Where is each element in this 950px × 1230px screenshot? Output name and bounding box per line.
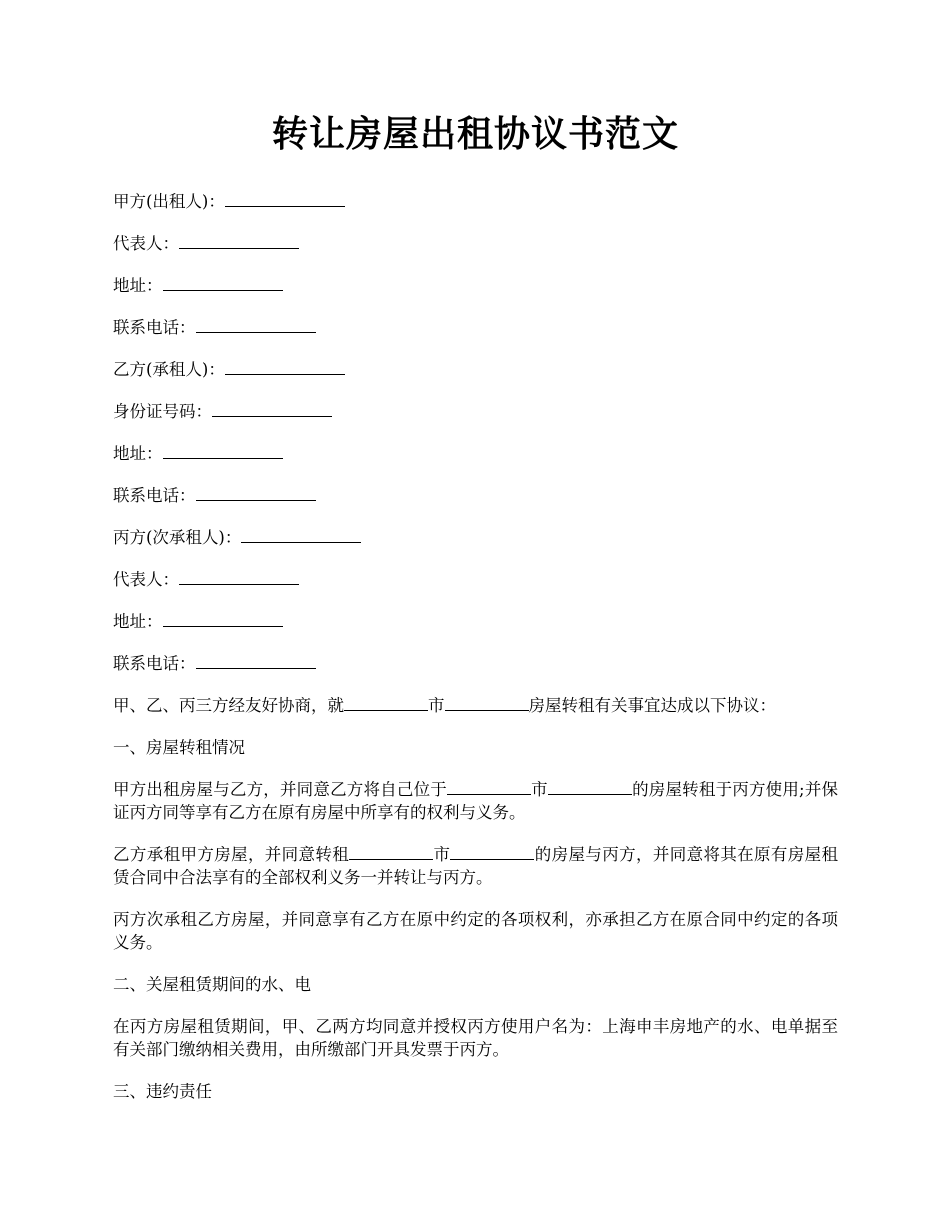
fill-blank <box>163 442 283 459</box>
party-field-sublessee-address <box>113 610 838 633</box>
section-3-heading: 三、违约责任 <box>113 1082 212 1101</box>
field-label: 甲方(出租人)： <box>113 192 225 211</box>
fill-blank <box>196 484 316 501</box>
fill-blank <box>179 232 299 249</box>
fill-blank <box>163 274 283 291</box>
section-1-p1-text-b: 市 <box>530 780 548 799</box>
party-field-lessee-address <box>113 442 838 465</box>
section-1-p1-text-a: 甲方出租房屋与乙方，并同意乙方将自己位于 <box>113 780 447 799</box>
intro-text-b: 市 <box>428 696 445 715</box>
field-label: 联系电话： <box>113 318 196 337</box>
field-label: 地址： <box>113 612 163 631</box>
fill-blank <box>163 610 283 627</box>
intro-paragraph <box>113 694 838 717</box>
field-label: 乙方(承租人)： <box>113 360 225 379</box>
section-1-paragraph-3: 丙方次承租乙方房屋，并同意享有乙方在原中约定的各项权利，亦承担乙方在原合同中约定的各项义务。 <box>113 910 838 952</box>
party-field-sublessee <box>113 526 838 549</box>
fill-blank <box>212 400 332 417</box>
section-1-paragraph-2 <box>113 843 838 889</box>
field-label: 代表人： <box>113 570 179 589</box>
field-label: 代表人： <box>113 234 179 253</box>
party-field-lessee-id <box>113 400 838 423</box>
section-1-p2-text-a: 乙方承租甲方房屋，并同意转租 <box>113 845 350 864</box>
intro-text-a: 甲、乙、丙三方经友好协商，就 <box>113 696 344 715</box>
field-label: 联系电话： <box>113 654 196 673</box>
party-field-lessee <box>113 358 838 381</box>
fill-blank <box>179 568 299 585</box>
fill-blank <box>225 190 345 207</box>
section-1-heading: 一、房屋转租情况 <box>113 738 245 757</box>
fill-blank <box>548 778 632 795</box>
section-2-heading: 二、关屋租赁期间的水、电 <box>113 975 311 994</box>
section-1-p2-text-b: 市 <box>433 845 451 864</box>
section-2-paragraph-1: 在丙方房屋租赁期间，甲、乙两方均同意并授权丙方使用户名为：上海申丰房地产的水、电单据至有关部门缴纳相关费用，由所缴部门开具发票于丙方。 <box>113 1017 838 1059</box>
intro-text-c: 房屋转租有关事宜达成以下协议： <box>528 696 776 715</box>
section-1-p2-text-c: 的房屋与丙方，并同意将其在原有房屋租赁合同中合法享有的全部权利义务一并转让与丙方。 <box>113 845 839 887</box>
fill-blank <box>196 316 316 333</box>
field-label: 丙方(次承租人)： <box>113 528 242 547</box>
field-label: 地址： <box>113 276 163 295</box>
party-field-sublessee-phone <box>113 652 838 675</box>
document-title: 转让房屋出租协议书范文 <box>271 114 679 155</box>
fill-blank <box>196 652 316 669</box>
party-field-lessor <box>113 190 838 213</box>
fill-blank <box>241 526 361 543</box>
fill-blank <box>447 778 531 795</box>
fill-blank <box>450 843 534 860</box>
fill-blank <box>344 694 428 711</box>
field-label: 地址： <box>113 444 163 463</box>
party-fields <box>113 190 838 675</box>
section-1-p1-text-c: 的房屋转租于丙方使用;并保证丙方同等享有乙方在原有房屋中所享有的权利与义务。 <box>113 780 839 822</box>
party-field-lessor-phone <box>113 316 838 339</box>
fill-blank <box>445 694 529 711</box>
fill-blank <box>349 843 433 860</box>
party-field-lessor-representative <box>113 232 838 255</box>
party-field-sublessee-representative <box>113 568 838 591</box>
section-1-paragraph-1 <box>113 778 838 824</box>
fill-blank <box>225 358 345 375</box>
party-field-lessor-address <box>113 274 838 297</box>
field-label: 身份证号码： <box>113 402 212 421</box>
field-label: 联系电话： <box>113 486 196 505</box>
party-field-lessee-phone <box>113 484 838 507</box>
